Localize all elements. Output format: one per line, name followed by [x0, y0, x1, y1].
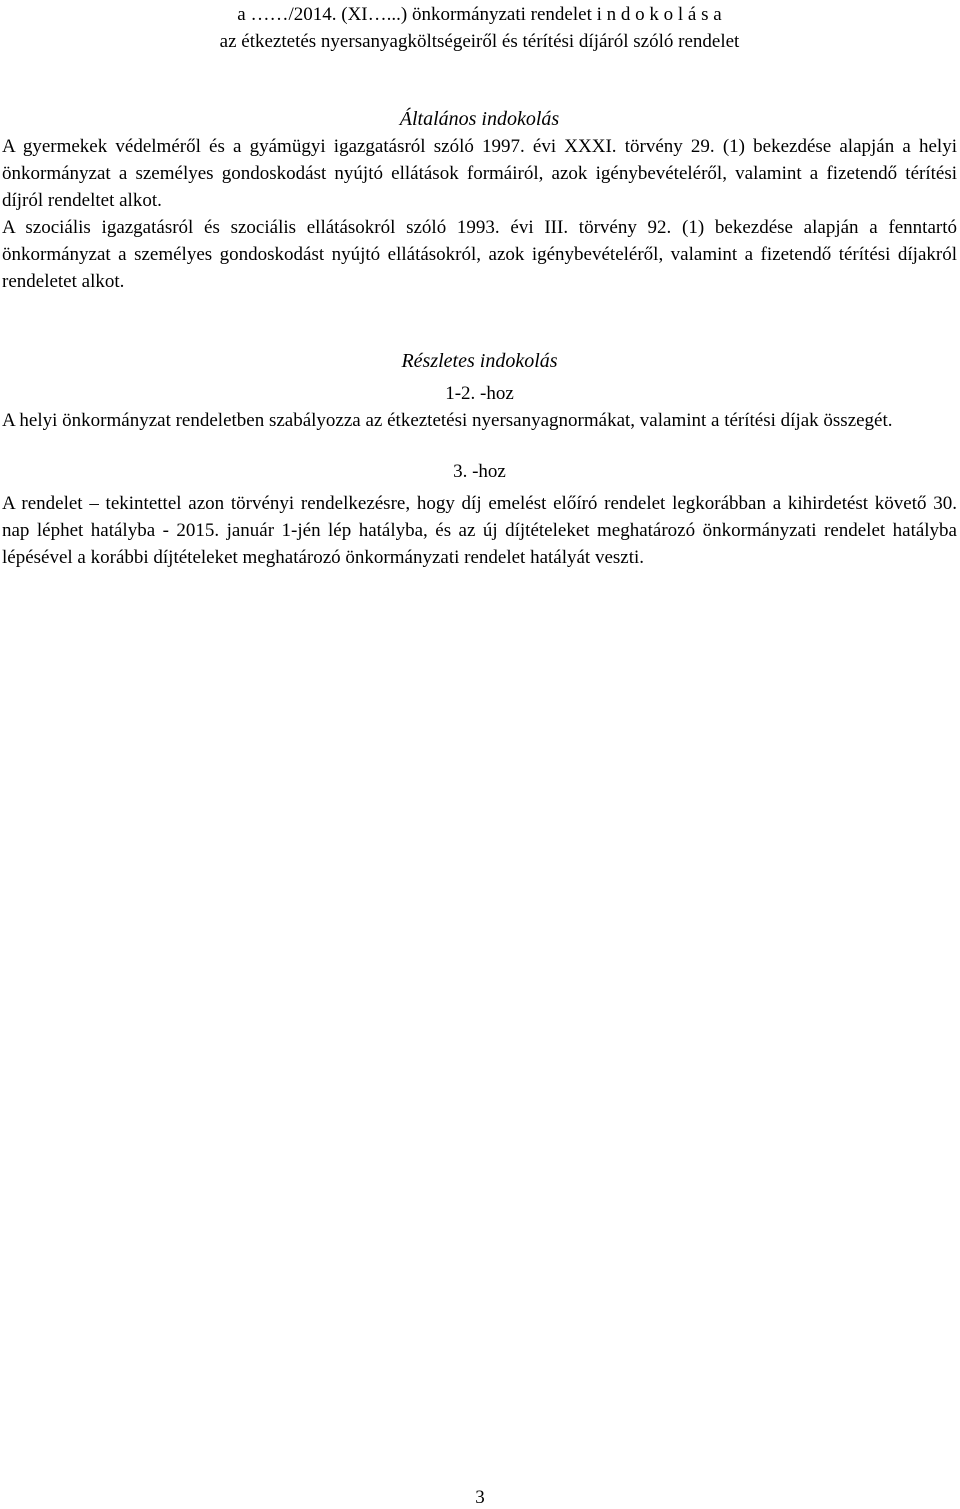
document-header: [2, 1, 957, 55]
document-content: [2, 0, 957, 571]
section-text-3: A rendelet – tekintettel azon törvényi rendelkezésre, hogy díj emelést előíró rendelet legkorábban a kihirdetést követő 30. nap léphet hatályba - 2015. január 1-jén lép hatályba, és az új díjtételeket meghatározó önkormányzati rendelet hatályba lépésével a korábbi díjtételeket meghatározó önkormányzati rendelet hatályát veszti.: [2, 493, 957, 568]
general-paragraph-1: A gyermekek védelméről és a gyámügyi igazgatásról szóló 1997. évi XXXI. törvény 29. (1) bekezdése alapján a helyi önkormányzat a személyes gondoskodást nyújtó ellátások formáiról, azok igénybevételéről, valamint a fizetendő térítési díjról rendeltet alkot.: [2, 136, 957, 211]
detailed-justification-title: Részletes indokolás: [401, 350, 558, 372]
section-heading-1-2: 1-2. -hoz: [445, 383, 514, 404]
general-justification-title: Általános indokolás: [399, 108, 560, 130]
section-heading-3: 3. -hoz: [453, 461, 506, 482]
header-title-line: a ……/2014. (XI…...) önkormányzati rendelet i n d o k o l á s a: [237, 4, 722, 25]
section-text-1-2: A helyi önkormányzat rendeletben szabályozza az étkeztetési nyersanyagnormákat, valamint a térítési díjak összegét.: [2, 410, 893, 431]
page-number: 3: [475, 1487, 485, 1508]
header-subtitle-line: az étkeztetés nyersanyagköltségeiről és térítési díjáról szóló rendelet: [219, 31, 740, 52]
general-paragraph-2: A szociális igazgatásról és szociális ellátásokról szóló 1993. évi III. törvény 92. (1) bekezdése alapján a fenntartó önkormányzat a személyes gondoskodást nyújtó ellátásokról, azok igénybevételéről, valamint a fizetendő térítési díjakról rendeletet alkot.: [2, 217, 957, 292]
